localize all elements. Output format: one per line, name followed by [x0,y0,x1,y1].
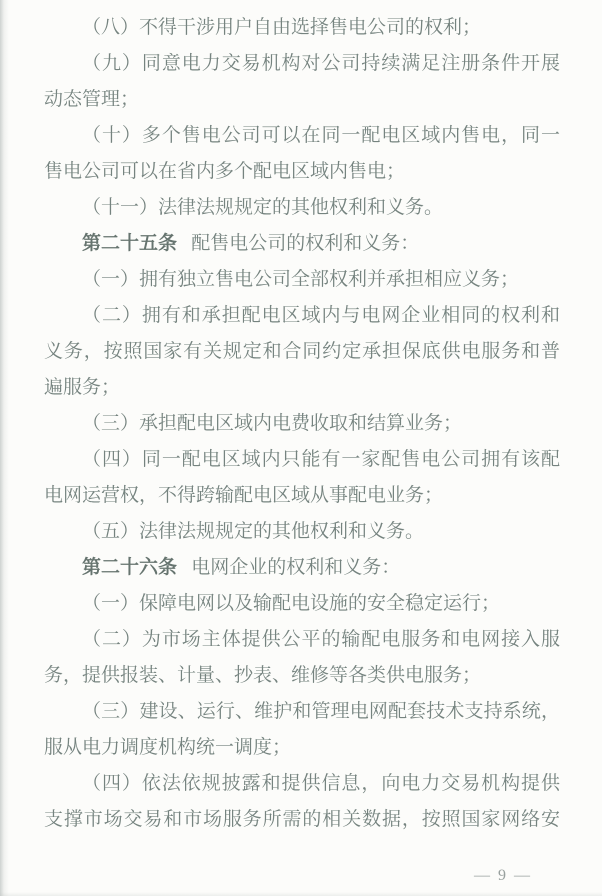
text-line: （十）多个售电公司可以在同一配电区域内售电，同一 [82,125,560,146]
item-paragraph [44,514,560,550]
article-paragraph [44,226,560,262]
text-line: （一）拥有独立售电公司全部权利并承担相应义务； [82,269,520,290]
item-paragraph [44,766,560,838]
item-paragraph [44,118,560,190]
item-paragraph [44,298,560,406]
text-line: 第二十五条 配售电公司的权利和义务： [82,233,420,254]
article-paragraph [44,550,560,586]
text-line: 第二十六条 电网企业的权利和义务： [82,557,401,578]
item-paragraph [44,442,560,514]
text-line: 动态管理； [44,89,140,110]
article-number-label: 第二十五条 [82,233,178,254]
item-paragraph [44,190,560,226]
text-line: （十一）法律法规规定的其他权利和义务。 [82,197,444,218]
item-paragraph [44,694,560,766]
text-line: （五）法律法规规定的其他权利和义务。 [82,521,425,542]
article-number-label: 第二十六条 [82,557,178,578]
item-paragraph [44,10,560,46]
text-line: 支撑市场交易和市场服务所需的相关数据，按照国家网络安 [44,809,560,830]
scan-edge-shadow [0,0,9,896]
document-body [44,10,560,838]
text-line: 遍服务； [44,377,121,398]
text-line: 电网运营权，不得跨输配电区域从事配电业务； [44,485,444,506]
page-number: — 9 — [474,867,532,884]
item-paragraph [44,262,560,298]
scan-bottom-shadow [0,892,602,896]
text-line: （四）同一配电区域内只能有一家配售电公司拥有该配 [82,449,560,470]
text-line: （九）同意电力交易机构对公司持续满足注册条件开展 [82,53,560,74]
text-line: 服从电力调度机构统一调度； [44,737,292,758]
text-line: （三）建设、运行、维护和管理电网配套技术支持系统， [82,701,560,722]
item-paragraph [44,586,560,622]
text-line: （三）承担配电区域内电费收取和结算业务； [82,413,463,434]
item-paragraph [44,46,560,118]
item-paragraph [44,406,560,442]
text-line: 义务，按照国家有关规定和合同约定承担保底供电服务和普 [44,341,560,362]
text-line: （二）为市场主体提供公平的输配电服务和电网接入服 [82,629,560,650]
text-line: （一）保障电网以及输配电设施的安全稳定运行； [82,593,501,614]
text-line: 务，提供报装、计量、抄表、维修等各类供电服务； [44,665,482,686]
text-line: （八）不得干涉用户自由选择售电公司的权利； [82,17,482,38]
text-line: （四）依法依规披露和提供信息，向电力交易机构提供 [82,773,560,794]
item-paragraph [44,622,560,694]
text-line: 售电公司可以在省内多个配电区域内售电； [44,161,406,182]
text-line: （二）拥有和承担配电区域内与电网企业相同的权利和 [82,305,560,326]
